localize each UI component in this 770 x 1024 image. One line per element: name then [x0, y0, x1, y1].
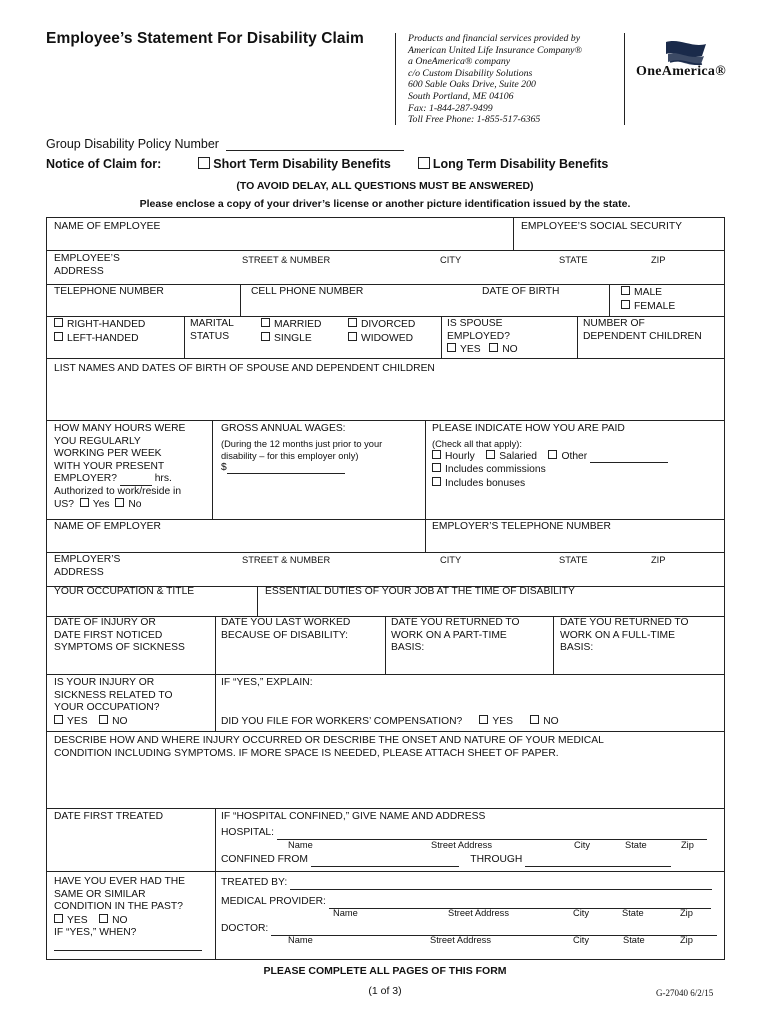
label-line: GROSS ANNUAL WAGES: — [221, 423, 346, 434]
medical-provider-line — [221, 896, 711, 909]
medical-provider-label: MEDICAL PROVIDER: — [221, 896, 326, 907]
enclose-id-notice: Please enclose a copy of your driver’s license or another picture identification issued by the state. — [139, 198, 631, 210]
no-label: NO — [112, 715, 128, 727]
yes-label: YES — [460, 344, 481, 355]
occupation-field[interactable]: YOUR OCCUPATION & TITLE — [54, 586, 195, 597]
medical-provider-input[interactable] — [329, 898, 711, 909]
essential-duties-field[interactable]: ESSENTIAL DUTIES OF YOUR JOB AT THE TIME OF DISABILITY — [265, 586, 575, 597]
bonuses-checkbox[interactable] — [432, 477, 441, 486]
marital-options-b — [348, 318, 415, 345]
label-line: NUMBER OF — [583, 318, 645, 329]
describe-condition-field[interactable] — [54, 735, 604, 760]
company-address — [408, 33, 582, 126]
other-input[interactable] — [590, 452, 668, 463]
label-line: WORK ON A FULL-TIME — [560, 629, 675, 641]
city-caption: City — [573, 908, 590, 918]
date-full-time-field[interactable] — [560, 617, 689, 655]
workers-comp-no-checkbox[interactable] — [530, 715, 539, 724]
address-line: American United Life Insurance Company® — [408, 44, 582, 56]
state-label: STATE — [559, 255, 588, 265]
treated-by-input[interactable] — [290, 879, 712, 890]
address-line: c/o Custom Disability Solutions — [408, 67, 533, 79]
gross-wages-input[interactable] — [227, 463, 345, 474]
label-line: DESCRIBE HOW AND WHERE INJURY OCCURRED OR DESCRIBE THE ONSET AND NATURE OF YOUR MEDICAL — [54, 735, 604, 746]
when-input[interactable] — [54, 950, 202, 951]
yes-label: YES — [67, 715, 88, 727]
date-first-treated-field[interactable]: DATE FIRST TREATED — [54, 811, 164, 822]
left-handed-label: LEFT-HANDED — [67, 332, 139, 344]
cell-phone-field[interactable]: CELL PHONE NUMBER — [251, 286, 364, 297]
related-yes-checkbox[interactable] — [54, 715, 63, 724]
label-line: Authorized to work/reside in — [54, 485, 182, 497]
label-line: YOUR OCCUPATION? — [54, 702, 160, 713]
label-line: CONDITION INCLUDING SYMPTOMS. IF MORE SPACE IS NEEDED, PLEASE ATTACH SHEET OF PAPER. — [54, 747, 559, 759]
label-line: CONDITION IN THE PAST? — [54, 901, 183, 912]
divider — [624, 33, 625, 125]
employer-phone-field[interactable]: EMPLOYER’S TELEPHONE NUMBER — [432, 521, 611, 532]
city-caption: City — [573, 935, 590, 945]
gender-options — [621, 286, 675, 313]
yes-label: YES — [67, 914, 88, 926]
group-policy-line — [46, 137, 404, 151]
city-caption: City — [574, 840, 591, 850]
label-line: HAVE YOU EVER HAD THE — [54, 876, 186, 887]
yes-label: YES — [492, 716, 514, 727]
male-checkbox[interactable] — [621, 286, 630, 295]
label-line: EMPLOYEE’S — [54, 253, 120, 264]
no-label: NO — [112, 914, 128, 926]
zip-caption: Zip — [680, 908, 693, 918]
hospital-line — [221, 827, 707, 840]
left-handed-checkbox[interactable] — [54, 332, 63, 341]
zip-label: ZIP — [651, 255, 666, 265]
treated-by-line — [221, 877, 712, 890]
label-line: YOU REGULARLY — [54, 435, 141, 447]
label-line: BECAUSE OF DISABILITY: — [221, 629, 349, 641]
label-line: DATE YOU LAST WORKED — [221, 617, 351, 628]
single-checkbox[interactable] — [261, 332, 270, 341]
label-line: WORK ON A PART-TIME — [391, 629, 507, 641]
related-no-checkbox[interactable] — [99, 715, 108, 724]
label-line: DATE FIRST NOTICED — [54, 629, 163, 641]
doctor-input[interactable] — [271, 925, 717, 936]
yes-label: Yes — [92, 499, 110, 510]
label-line: DATE YOU RETURNED TO — [391, 617, 520, 628]
female-label: FEMALE — [634, 300, 676, 312]
hospital-label: HOSPITAL: — [221, 827, 275, 838]
authorized-yes-checkbox[interactable] — [80, 498, 89, 507]
label-line: IF “YES,” WHEN? — [54, 927, 137, 938]
spouse-yes-checkbox[interactable] — [447, 343, 456, 352]
long-term-checkbox[interactable] — [418, 157, 430, 169]
no-label: No — [128, 499, 142, 510]
married-checkbox[interactable] — [261, 318, 270, 327]
salaried-checkbox[interactable] — [486, 450, 495, 459]
female-checkbox[interactable] — [621, 300, 630, 309]
other-checkbox[interactable] — [548, 450, 557, 459]
marital-status-label — [190, 318, 234, 343]
label-line: DID YOU FILE FOR WORKERS’ COMPENSATION? — [221, 716, 463, 727]
confined-from-label: CONFINED FROM — [221, 854, 308, 865]
city-label: CITY — [440, 555, 462, 565]
label-line: US? — [54, 499, 75, 510]
zip-caption: Zip — [680, 935, 693, 945]
label-line: SAME OR SIMILAR — [54, 888, 146, 900]
zip-label: ZIP — [651, 555, 666, 565]
address-line: 600 Sable Oaks Drive, Suite 200 — [408, 79, 536, 91]
dollar-label: $ — [221, 461, 227, 473]
label-line: STATUS — [190, 330, 230, 342]
through-label: THROUGH — [470, 854, 523, 865]
state-caption: State — [623, 935, 645, 945]
label-line: PLEASE INDICATE HOW YOU ARE PAID — [432, 423, 625, 434]
date-part-time-field[interactable] — [391, 617, 520, 655]
divorced-label: DIVORCED — [361, 319, 416, 330]
street-address-caption: Street Address — [431, 840, 492, 850]
divorced-checkbox[interactable] — [348, 318, 357, 327]
label-line: ADDRESS — [54, 265, 104, 277]
state-caption: State — [625, 840, 647, 850]
authorized-no-checkbox[interactable] — [115, 498, 124, 507]
treated-by-label: TREATED BY: — [221, 877, 288, 888]
male-label: MALE — [634, 287, 663, 298]
name-caption: Name — [333, 908, 358, 918]
name-of-employer-field[interactable]: NAME OF EMPLOYER — [54, 521, 161, 532]
label-line: BASIS: — [560, 642, 594, 653]
label-line: DEPENDENT CHILDREN — [583, 330, 702, 342]
address-line: a OneAmerica® company — [408, 56, 511, 68]
state-caption: State — [622, 908, 644, 918]
label-line: EMPLOYER’S — [54, 554, 121, 565]
street-number-label: STREET & NUMBER — [242, 555, 331, 565]
list-names-field[interactable]: LIST NAMES AND DATES OF BIRTH OF SPOUSE AND DEPENDENT CHILDREN — [54, 363, 435, 374]
employee-address-label[interactable] — [54, 253, 120, 278]
name-caption: Name — [288, 840, 313, 850]
address-line: South Portland, ME 04106 — [408, 90, 514, 102]
doctor-label: DOCTOR: — [221, 923, 269, 934]
street-number-label: STREET & NUMBER — [242, 255, 331, 265]
workers-comp-yes-checkbox[interactable] — [479, 715, 488, 724]
hourly-checkbox[interactable] — [432, 450, 441, 459]
dob-field[interactable]: DATE OF BIRTH — [482, 286, 560, 297]
commissions-label: Includes commissions — [445, 464, 546, 475]
address-line: Fax: 1-844-287-9499 — [408, 102, 493, 114]
address-line: Toll Free Phone: 1-855-517-6365 — [408, 114, 541, 126]
label-line: HOW MANY HOURS WERE — [54, 423, 186, 434]
right-handed-checkbox[interactable] — [54, 318, 63, 327]
state-label: STATE — [559, 555, 588, 565]
group-policy-input[interactable] — [226, 138, 404, 151]
handedness-options — [54, 318, 145, 345]
spouse-employed — [447, 318, 518, 357]
city-label: CITY — [440, 255, 462, 265]
form-number: G-27040 6/2/15 — [656, 988, 714, 998]
occupation-related-field — [54, 677, 172, 728]
street-address-caption: Street Address — [430, 935, 491, 945]
label-line: (During the 12 months just prior to your — [221, 438, 383, 449]
hours-input[interactable] — [120, 475, 152, 486]
right-handed-label: RIGHT-HANDED — [67, 319, 146, 330]
widowed-label: WIDOWED — [361, 332, 414, 344]
label-line: DATE YOU RETURNED TO — [560, 617, 689, 628]
dependent-children-field[interactable] — [583, 318, 702, 343]
explain-field[interactable]: IF “YES,” EXPLAIN: — [221, 677, 313, 688]
label-line: SYMPTOMS OF SICKNESS — [54, 642, 185, 653]
spouse-no-checkbox[interactable] — [489, 343, 498, 352]
complete-all-pages-notice: PLEASE COMPLETE ALL PAGES OF THIS FORM — [263, 965, 507, 977]
widowed-checkbox[interactable] — [348, 332, 357, 341]
salaried-label: Salaried — [499, 450, 537, 462]
divider — [395, 33, 396, 125]
label-line: EMPLOYER? — [54, 473, 117, 484]
commissions-checkbox[interactable] — [432, 463, 441, 472]
label-line: IS SPOUSE — [447, 318, 503, 329]
name-of-employee-field[interactable]: NAME OF EMPLOYEE — [54, 221, 161, 232]
street-address-caption: Street Address — [448, 908, 509, 918]
label-line: (Check all that apply): — [432, 438, 522, 449]
short-term-checkbox[interactable] — [198, 157, 210, 169]
notice-label: Notice of Claim for: — [46, 157, 162, 171]
no-label: NO — [543, 716, 559, 727]
label-line: ADDRESS — [54, 566, 104, 578]
through-input[interactable] — [525, 856, 671, 867]
workers-comp-question — [221, 715, 559, 729]
similar-condition-field — [54, 876, 185, 940]
zip-caption: Zip — [681, 840, 694, 850]
page-title: Employee’s Statement For Disability Claim — [46, 30, 364, 47]
confined-dates-line — [221, 854, 671, 867]
group-policy-label: Group Disability Policy Number — [46, 137, 219, 151]
label-line: WORKING PER WEEK — [54, 448, 162, 459]
hospital-input[interactable] — [277, 829, 707, 840]
notice-of-claim — [46, 157, 608, 171]
no-label: NO — [502, 344, 518, 355]
oneamerica-logo-text: OneAmerica® — [636, 64, 726, 79]
label-line: MARITAL — [190, 318, 234, 329]
name-caption: Name — [288, 935, 313, 945]
other-label: Other — [561, 450, 588, 462]
label-line: SICKNESS RELATED TO — [54, 689, 173, 701]
label-line: disability – for this employer only) — [221, 450, 359, 461]
label-line: BASIS: — [391, 642, 425, 653]
address-line: Products and financial services provided by — [408, 33, 581, 44]
pay-type-field — [432, 423, 668, 490]
short-term-label: Short Term Disability Benefits — [213, 157, 391, 171]
single-label: SINGLE — [274, 332, 312, 344]
avoid-delay-notice: (TO AVOID DELAY, ALL QUESTIONS MUST BE ANSWERED) — [236, 180, 534, 192]
confined-from-input[interactable] — [311, 856, 459, 867]
label-line: DATE OF INJURY OR — [54, 617, 156, 628]
page-number: (1 of 3) — [368, 985, 402, 997]
ssn-field[interactable]: EMPLOYEE’S SOCIAL SECURITY — [521, 221, 682, 232]
label-line: EMPLOYED? — [447, 330, 510, 342]
married-label: MARRIED — [274, 319, 322, 330]
label-line: IS YOUR INJURY OR — [54, 677, 155, 688]
employer-address-label[interactable] — [54, 554, 120, 579]
date-last-worked-field[interactable] — [221, 617, 350, 642]
hospital-confined-label: IF “HOSPITAL CONFINED,” GIVE NAME AND ADDRESS — [221, 811, 486, 822]
long-term-label: Long Term Disability Benefits — [432, 157, 609, 171]
telephone-field[interactable]: TELEPHONE NUMBER — [54, 286, 164, 297]
hours-per-week-field — [54, 423, 185, 512]
similar-yes-checkbox[interactable] — [54, 914, 63, 923]
marital-options-a — [261, 318, 321, 345]
hrs-label: hrs. — [154, 473, 172, 484]
date-of-injury-field[interactable] — [54, 617, 185, 655]
gross-wages-field — [221, 423, 382, 474]
similar-no-checkbox[interactable] — [99, 914, 108, 923]
doctor-line — [221, 923, 717, 936]
label-line: WITH YOUR PRESENT — [54, 460, 165, 472]
hourly-label: Hourly — [445, 450, 475, 462]
bonuses-label: Includes bonuses — [445, 477, 526, 489]
